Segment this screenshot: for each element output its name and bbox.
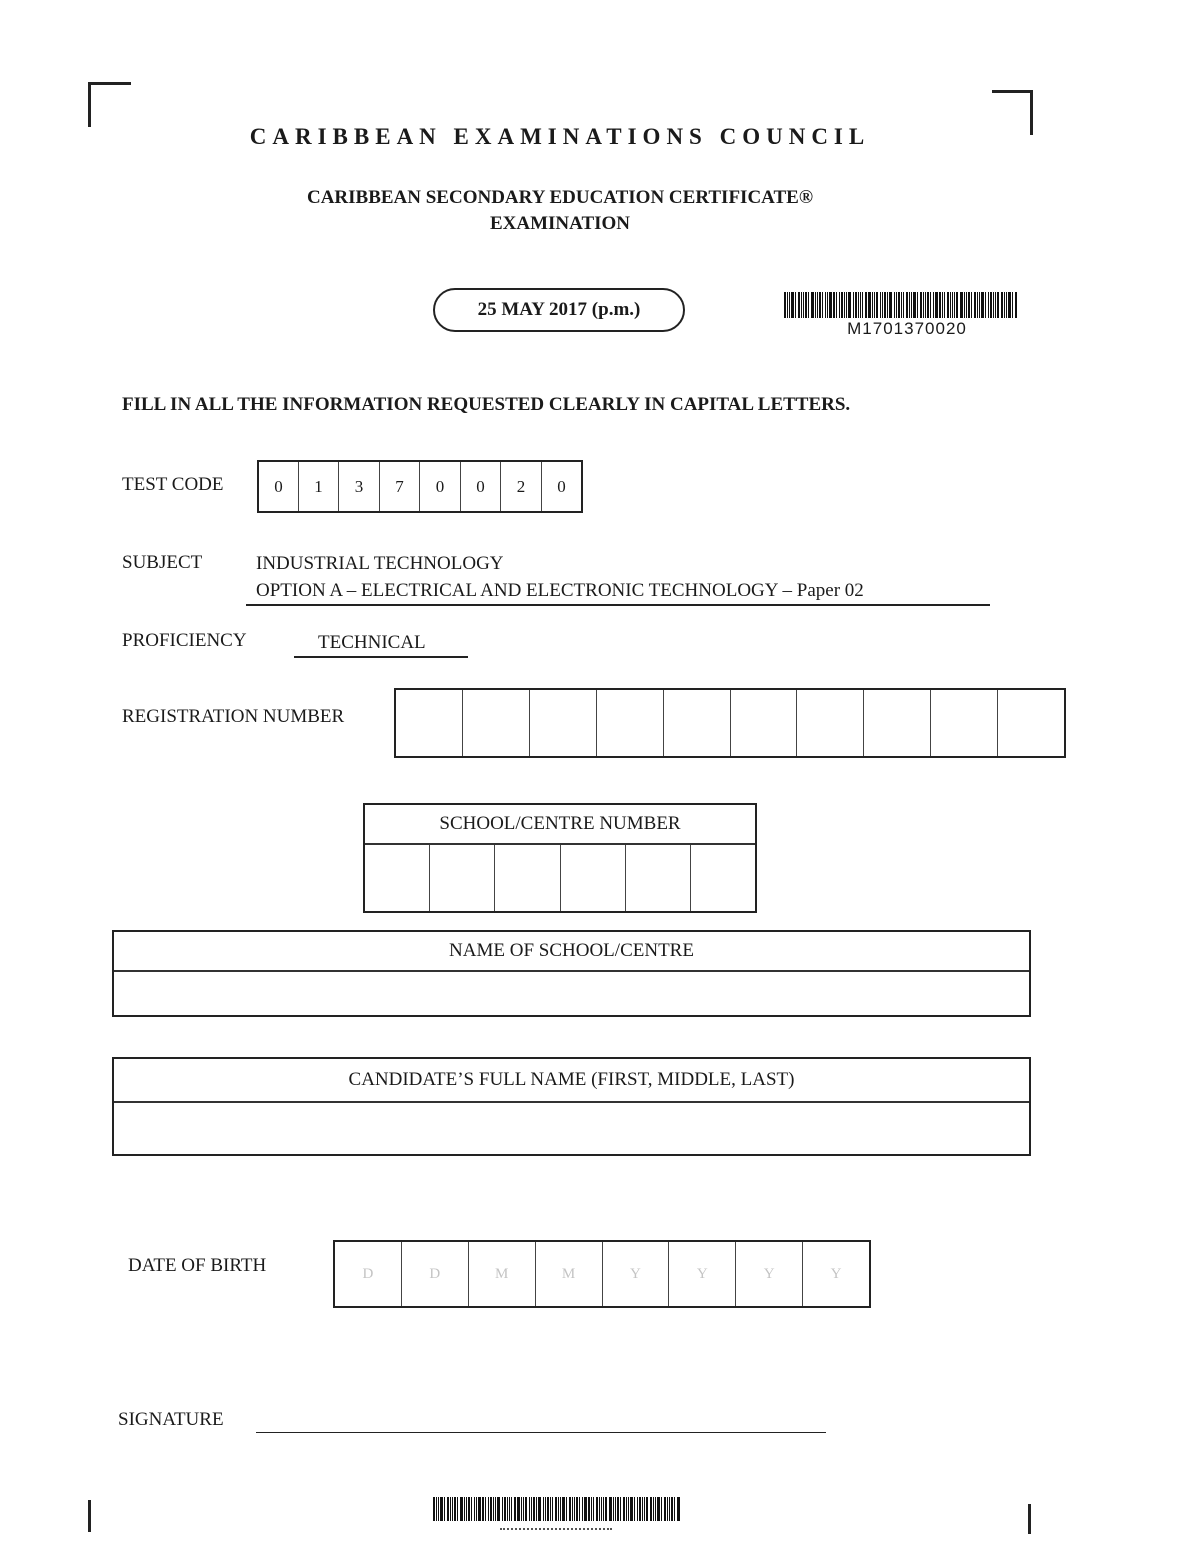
barcode-bar — [650, 1497, 652, 1521]
barcode-bar — [913, 292, 916, 318]
signature-line[interactable] — [256, 1432, 826, 1433]
barcode-bar — [653, 1497, 654, 1521]
barcode-bar — [493, 1497, 494, 1521]
barcode-bar — [639, 1497, 641, 1521]
registration-label: REGISTRATION NUMBER — [122, 706, 345, 727]
barcode-bar — [997, 292, 999, 318]
school-centre-digit-box[interactable] — [495, 845, 560, 911]
dob-month-box[interactable]: M — [469, 1242, 536, 1306]
barcode-bar — [474, 1497, 475, 1521]
barcode-bar — [433, 1497, 435, 1521]
barcode-bar — [939, 292, 941, 318]
barcode-bar — [623, 1497, 625, 1521]
barcode-bar — [543, 1497, 544, 1521]
barcode-bar — [588, 1497, 590, 1521]
school-name-label: NAME OF SCHOOL/CENTRE — [114, 932, 1029, 972]
barcode-bar — [848, 292, 851, 318]
barcode-bar — [846, 292, 847, 318]
barcode-bar — [440, 1497, 443, 1521]
barcode-bar — [950, 292, 951, 318]
barcode-bar — [628, 1497, 629, 1521]
barcode-bar — [909, 292, 910, 318]
barcode-bar — [457, 1497, 458, 1521]
dob-boxes[interactable] — [333, 1240, 871, 1308]
barcode-bar — [552, 1497, 553, 1521]
barcode-bar — [798, 292, 800, 318]
registration-digit-box[interactable] — [864, 690, 931, 756]
school-centre-digit-box[interactable] — [626, 845, 691, 911]
barcode-bar — [901, 292, 902, 318]
barcode-bar — [855, 292, 857, 318]
barcode-bar — [935, 292, 938, 318]
barcode-bar — [933, 292, 934, 318]
test-code-digit: 3 — [339, 462, 380, 511]
barcode-bar — [478, 1497, 481, 1521]
barcode-bar — [787, 292, 788, 318]
barcode-bar — [858, 292, 859, 318]
barcode-bar — [868, 292, 871, 318]
barcode-bar — [560, 1497, 561, 1521]
barcode-bar — [490, 1497, 492, 1521]
barcode-bar — [964, 292, 965, 318]
dob-year-box[interactable]: Y — [736, 1242, 803, 1306]
subject-underline — [246, 604, 990, 606]
barcode-bar — [1008, 292, 1011, 318]
barcode-bar — [502, 1497, 503, 1521]
barcode-bar — [471, 1497, 472, 1521]
barcode-bar — [591, 1497, 592, 1521]
dob-label: DATE OF BIRTH — [128, 1255, 267, 1276]
barcode-bar — [574, 1497, 575, 1521]
barcode-bar — [521, 1497, 522, 1521]
registration-digit-box[interactable] — [597, 690, 664, 756]
barcode-bar — [947, 292, 949, 318]
subject-label: SUBJECT — [122, 552, 203, 573]
candidate-name-box — [112, 1057, 1031, 1156]
barcode-bar — [582, 1497, 583, 1521]
barcode-bar — [460, 1497, 463, 1521]
barcode-bar — [952, 292, 953, 318]
barcode-bar — [862, 292, 863, 318]
barcode-bar — [817, 292, 818, 318]
barcode-bar — [841, 292, 843, 318]
barcode-bar — [466, 1497, 467, 1521]
barcode-bar — [637, 1497, 638, 1521]
test-code-digit: 0 — [461, 462, 501, 511]
registration-number-boxes[interactable] — [394, 688, 1066, 758]
barcode-bar — [601, 1497, 602, 1521]
barcode-bar — [538, 1497, 541, 1521]
barcode-bar — [822, 292, 823, 318]
school-centre-digit-box[interactable] — [430, 845, 495, 911]
barcode-bar — [507, 1497, 508, 1521]
barcode-bar — [990, 292, 992, 318]
barcode-bar — [677, 1497, 680, 1521]
dob-year-box[interactable]: Y — [669, 1242, 736, 1306]
test-code-digit: 2 — [501, 462, 542, 511]
barcode-bar — [509, 1497, 510, 1521]
barcode-bar — [569, 1497, 571, 1521]
barcode-bar — [664, 1497, 666, 1521]
barcode-bar — [646, 1497, 648, 1521]
barcode-bar — [784, 292, 786, 318]
dob-year-box[interactable]: Y — [603, 1242, 670, 1306]
test-code-digit: 0 — [259, 462, 299, 511]
signature-label: SIGNATURE — [118, 1409, 224, 1430]
barcode-bar — [985, 292, 986, 318]
barcode-bar — [504, 1497, 506, 1521]
barcode-bar — [609, 1497, 612, 1521]
subject-line-2: OPTION A – ELECTRICAL AND ELECTRONIC TECHNOLOGY – Paper 02 — [256, 580, 864, 601]
barcode-bar — [993, 292, 994, 318]
barcode-bar — [488, 1497, 489, 1521]
barcode-bar — [669, 1497, 670, 1521]
registration-digit-box[interactable] — [731, 690, 798, 756]
barcode-bar — [562, 1497, 565, 1521]
barcode-bar — [511, 1497, 512, 1521]
barcode-bar — [930, 292, 931, 318]
corner-mark-bottom-right — [1028, 1504, 1031, 1534]
barcode-bar — [887, 292, 888, 318]
barcode-bar — [853, 292, 854, 318]
proficiency-value-text: TECHNICAL — [318, 632, 426, 653]
barcode-bar — [942, 292, 943, 318]
barcode-bar — [995, 292, 996, 318]
barcode-bar — [903, 292, 904, 318]
barcode-bar — [468, 1497, 470, 1521]
barcode-bar — [925, 292, 926, 318]
barcode-bar — [547, 1497, 549, 1521]
barcode-bar — [579, 1497, 580, 1521]
test-code-boxes — [257, 460, 583, 513]
barcode-bar — [825, 292, 826, 318]
council-title: CARIBBEAN EXAMINATIONS COUNCIL — [249, 124, 871, 149]
school-centre-digit-box[interactable] — [365, 845, 430, 911]
barcode-bar — [954, 292, 955, 318]
barcode-bar — [584, 1497, 587, 1521]
barcode-bottom — [433, 1497, 683, 1521]
certificate-line-1: CARIBBEAN SECONDARY EDUCATION CERTIFICATE® — [306, 187, 814, 208]
barcode-bottom-number-cutoff — [500, 1528, 612, 1534]
dob-day-box[interactable]: D — [402, 1242, 469, 1306]
barcode-bar — [836, 292, 837, 318]
barcode-bar — [898, 292, 900, 318]
subject-value — [256, 550, 864, 604]
barcode-bar — [829, 292, 832, 318]
barcode-bar — [880, 292, 881, 318]
barcode-bar — [944, 292, 945, 318]
barcode-bar — [533, 1497, 535, 1521]
registration-digit-box[interactable] — [998, 690, 1064, 756]
registration-digit-box[interactable] — [664, 690, 731, 756]
barcode-bar — [529, 1497, 530, 1521]
barcode-bar — [889, 292, 892, 318]
barcode-bar — [872, 292, 873, 318]
barcode-bar — [1004, 292, 1005, 318]
barcode-bar — [438, 1497, 439, 1521]
exam-date-text: 25 MAY 2017 (p.m.) — [477, 299, 641, 320]
barcode-bar — [464, 1497, 465, 1521]
barcode-bar — [981, 292, 984, 318]
barcode-bar — [593, 1497, 594, 1521]
barcode-bar — [655, 1497, 656, 1521]
barcode-bar — [789, 292, 790, 318]
barcode-bar — [906, 292, 908, 318]
barcode-bar — [558, 1497, 559, 1521]
barcode-bar — [661, 1497, 662, 1521]
barcode-bar — [555, 1497, 557, 1521]
barcode-bar — [791, 292, 794, 318]
barcode-bar — [801, 292, 802, 318]
barcode-bar — [642, 1497, 643, 1521]
barcode-bar — [531, 1497, 532, 1521]
barcode-bar — [819, 292, 821, 318]
barcode-bar — [805, 292, 807, 318]
barcode-bar — [603, 1497, 604, 1521]
barcode-bar — [657, 1497, 660, 1521]
barcode-bar — [966, 292, 967, 318]
barcode-top-bars — [784, 292, 1024, 318]
barcode-bar — [911, 292, 912, 318]
barcode-bar — [634, 1497, 635, 1521]
barcode-bar — [803, 292, 804, 318]
barcode-bar — [572, 1497, 573, 1521]
instruction-text: FILL IN ALL THE INFORMATION REQUESTED CLEARLY IN CAPITAL LETTERS. — [122, 394, 851, 415]
dob-month-box[interactable]: M — [536, 1242, 603, 1306]
test-code-digit: 0 — [420, 462, 461, 511]
test-code-digit: 7 — [380, 462, 420, 511]
barcode-bar — [876, 292, 878, 318]
barcode-bar — [917, 292, 918, 318]
barcode-bar — [674, 1497, 675, 1521]
barcode-bar — [974, 292, 976, 318]
barcode-bar — [523, 1497, 524, 1521]
school-centre-number-cells[interactable] — [365, 845, 755, 911]
barcode-bar — [865, 292, 867, 318]
barcode-bar — [615, 1497, 616, 1521]
barcode-bar — [1015, 292, 1017, 318]
barcode-bar — [454, 1497, 456, 1521]
barcode-bar — [596, 1497, 598, 1521]
certificate-title — [0, 185, 1120, 237]
barcode-bar — [536, 1497, 537, 1521]
registration-digit-box[interactable] — [396, 690, 463, 756]
barcode-bar — [566, 1497, 567, 1521]
barcode-bar — [495, 1497, 496, 1521]
barcode-bar — [667, 1497, 668, 1521]
barcode-bar — [514, 1497, 516, 1521]
barcode-bar — [644, 1497, 645, 1521]
registration-digit-box[interactable] — [797, 690, 864, 756]
barcode-bar — [476, 1497, 477, 1521]
proficiency-label: PROFICIENCY — [122, 630, 247, 651]
test-code-digit: 0 — [557, 476, 566, 496]
barcode-bar — [620, 1497, 621, 1521]
barcode-bar — [1006, 292, 1007, 318]
school-centre-digit-box[interactable] — [561, 845, 626, 911]
school-centre-number-box — [363, 803, 757, 913]
registration-digit-box[interactable] — [931, 690, 998, 756]
barcode-bar — [860, 292, 861, 318]
registration-digit-box[interactable] — [530, 690, 597, 756]
barcode-bar — [979, 292, 980, 318]
barcode-bar — [436, 1497, 437, 1521]
proficiency-value — [294, 632, 468, 658]
barcode-bar — [971, 292, 972, 318]
barcode-bar — [447, 1497, 449, 1521]
barcode-bar — [874, 292, 875, 318]
dob-year-box[interactable]: Y — [830, 1265, 842, 1282]
barcode-bar — [626, 1497, 627, 1521]
barcode-bar — [960, 292, 963, 318]
barcode-bar — [482, 1497, 484, 1521]
barcode-bar — [894, 292, 895, 318]
barcode-bar — [599, 1497, 600, 1521]
barcode-bar — [576, 1497, 578, 1521]
barcode-bar — [485, 1497, 486, 1521]
barcode-bar — [525, 1497, 527, 1521]
candidate-name-field[interactable] — [114, 1103, 1029, 1154]
candidate-name-label: CANDIDATE’S FULL NAME (FIRST, MIDDLE, LAST) — [114, 1059, 1029, 1103]
dob-day-box[interactable]: D — [335, 1242, 402, 1306]
barcode-bar — [605, 1497, 607, 1521]
barcode-bar — [882, 292, 883, 318]
school-name-box — [112, 930, 1031, 1017]
certificate-line-2: EXAMINATION — [489, 213, 631, 234]
barcode-bar — [839, 292, 840, 318]
subject-line-1: INDUSTRIAL TECHNOLOGY — [256, 553, 504, 574]
barcode-bar — [497, 1497, 500, 1521]
barcode-bar — [956, 292, 958, 318]
barcode-bar — [884, 292, 886, 318]
barcode-bar — [671, 1497, 673, 1521]
test-code-label: TEST CODE — [122, 474, 224, 495]
barcode-bar — [927, 292, 929, 318]
school-centre-number-label: SCHOOL/CENTRE NUMBER — [365, 805, 755, 845]
exam-date-badge — [433, 288, 685, 332]
barcode-bar — [844, 292, 845, 318]
corner-mark-bottom-left — [88, 1500, 91, 1532]
barcode-bar — [988, 292, 989, 318]
barcode-bar — [968, 292, 970, 318]
barcode-bar — [452, 1497, 453, 1521]
barcode-bar — [815, 292, 816, 318]
barcode-bar — [923, 292, 924, 318]
barcode-bar — [617, 1497, 619, 1521]
barcode-bar — [550, 1497, 551, 1521]
barcode-bar — [827, 292, 828, 318]
corner-mark-top-left — [88, 82, 131, 127]
school-name-field[interactable] — [114, 972, 1029, 1015]
barcode-bar — [896, 292, 897, 318]
barcode-bar — [630, 1497, 633, 1521]
barcode-bar — [920, 292, 922, 318]
barcode-bar — [808, 292, 809, 318]
barcode-bar — [833, 292, 835, 318]
barcode-bar — [450, 1497, 451, 1521]
barcode-bar — [444, 1497, 445, 1521]
barcode-bar — [977, 292, 978, 318]
barcode-bar — [545, 1497, 546, 1521]
test-code-digit: 1 — [299, 462, 339, 511]
registration-digit-box[interactable] — [463, 690, 530, 756]
barcode-top-number: M1701370020 — [847, 319, 967, 338]
barcode-bar — [795, 292, 796, 318]
barcode-top — [784, 292, 1024, 339]
barcode-bar — [517, 1497, 520, 1521]
barcode-bar — [613, 1497, 614, 1521]
barcode-bar — [1012, 292, 1013, 318]
barcode-bar — [811, 292, 814, 318]
barcode-bar — [1001, 292, 1003, 318]
school-centre-digit-box[interactable] — [691, 845, 755, 911]
